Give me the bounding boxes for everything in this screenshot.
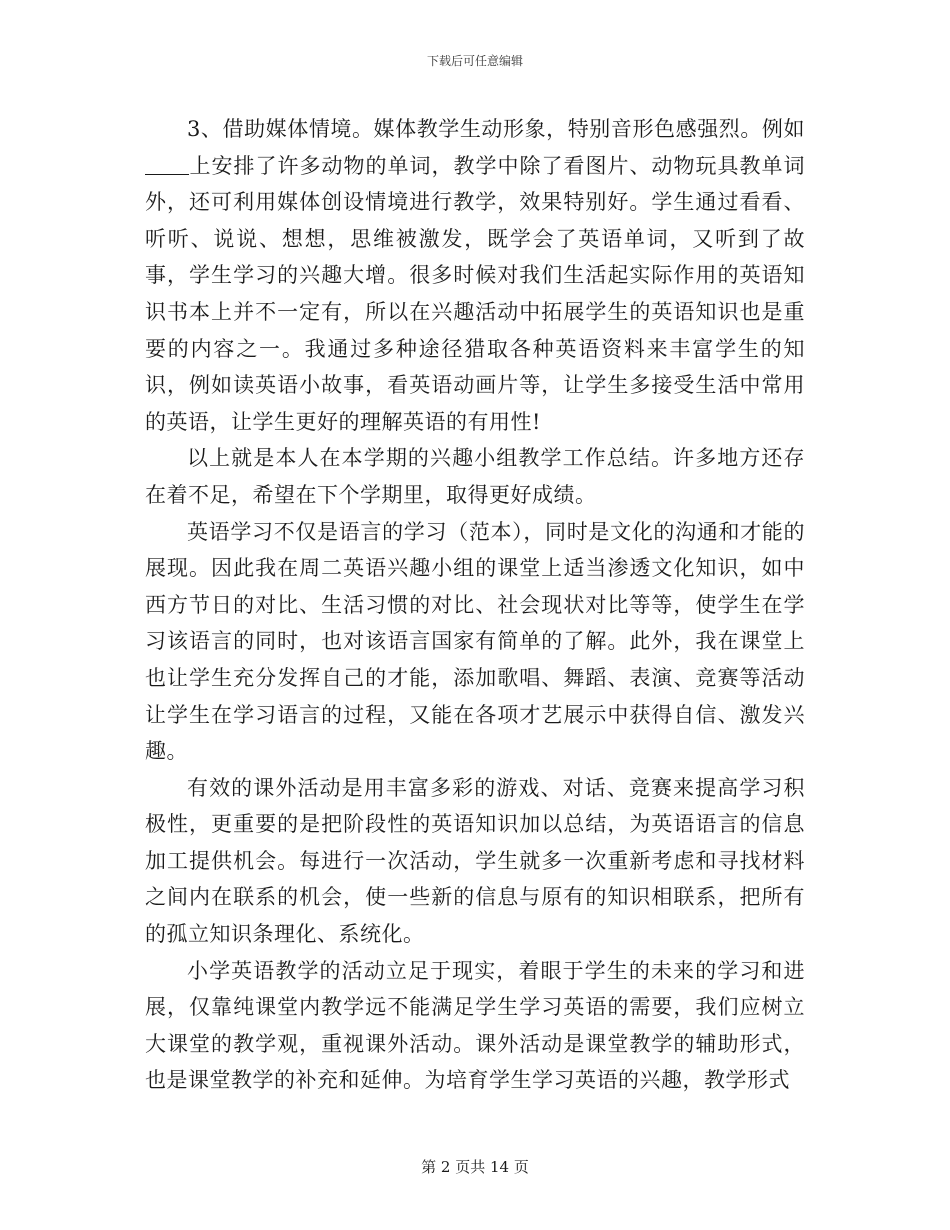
paragraph-media-context — [145, 111, 805, 440]
fill-in-blank — [145, 153, 189, 175]
paragraph-activities: 有效的课外活动是用丰富多彩的游戏、对话、竞赛来提高学习积极性，更重要的是把阶段性的英语知识加以总结，为英语语言的信息加工提供机会。每进行一次活动，学生就多一次重新考虑和寻找材料之间内在联系的机会，使一些新的信息与原有的知识相联系，把所有的孤立知识条理化、系统化。 — [145, 775, 805, 947]
paragraph-culture: 英语学习不仅是语言的学习（范本），同时是文化的沟通和才能的展现。因此我在周二英语兴趣小组的课堂上适当渗透文化知识，如中西方节日的对比、生活习惯的对比、社会现状对比等等，使学生在学习该语言的同时，也对该语言国家有简单的了解。此外，我在课堂上也让学生充分发挥自己的才能，添加歌唱、舞蹈、表演、竞赛等活动让学生在学习语言的过程，又能在各项才艺展示中获得自信、激发兴趣。 — [145, 519, 805, 764]
page-footer: 第 2 页共 14 页 — [421, 1158, 529, 1176]
paragraph-text-end: 上安排了许多动物的单词，教学中除了看图片、动物玩具教单词外，还可利用媒体创设情境进行教学，效果特别好。学生通过看看、听听、说说、想想，思维被激发，既学会了英语单词，又听到了故事，学生学习的兴趣大增。很多时候对我们生活起实际作用的英语知识书本上并不一定有，所以在兴趣活动中拓展学生的英语知识也是重要的内容之一。我通过多种途径猎取各种英语资料来丰富学生的知识，例如读英语小故事，看英语动画片等，让学生多接受生活中常用的英语，让学生更好的理解英语的有用性! — [145, 153, 805, 434]
page-header: 下载后可任意编辑 — [426, 54, 523, 68]
paragraph-classroom: 小学英语教学的活动立足于现实，着眼于学生的未来的学习和进展，仅靠纯课堂内教学远不能满足学生学习英语的需要，我们应树立大课堂的教学观，重视课外活动。课外活动是课堂教学的辅助形式，也是课堂教学的补充和延伸。为培育学生学习英语的兴趣，教学形式 — [145, 958, 805, 1093]
document-body — [145, 111, 805, 1099]
paragraph-summary: 以上就是本人在本学期的兴趣小组教学工作总结。许多地方还存在着不足，希望在下个学期里，取得更好成绩。 — [145, 446, 805, 507]
paragraph-text-start: 3、借助媒体情境。媒体教学生动形象，特别音形色感强烈。例如 — [187, 117, 805, 141]
